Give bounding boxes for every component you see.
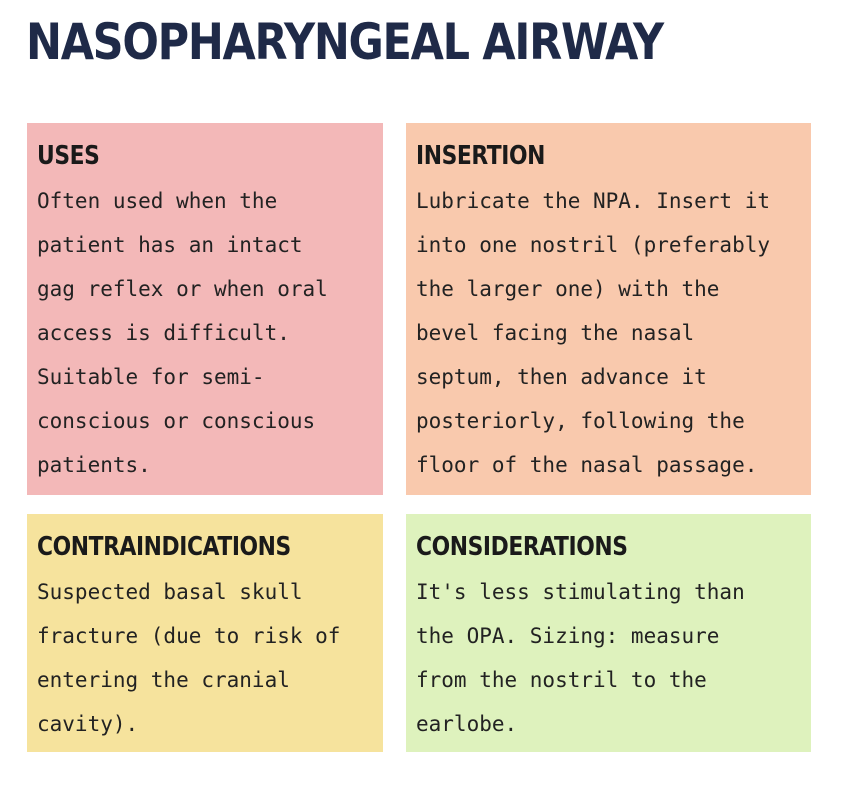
uses-card bbox=[27, 123, 383, 495]
considerations-heading: CONSIDERATIONS bbox=[416, 532, 628, 562]
uses-heading: USES bbox=[37, 141, 100, 171]
insertion-text: Lubricate the NPA. Insert it into one nostril (preferably the larger one) with the bevel facing the nasal septum, then advance it posteriorly, following the floor of the nasal passage. bbox=[416, 189, 771, 477]
contraindications-text: Suspected basal skull fracture (due to risk of entering the cranial cavity). bbox=[37, 580, 341, 736]
contraindications-card bbox=[27, 514, 383, 752]
insertion-card bbox=[406, 123, 811, 495]
considerations-text: It's less stimulating than the OPA. Sizing: measure from the nostril to the earlobe. bbox=[416, 580, 745, 736]
contraindications-heading: CONTRAINDICATIONS bbox=[37, 532, 291, 562]
insertion-heading: INSERTION bbox=[416, 141, 545, 171]
uses-text: Often used when the patient has an intact gag reflex or when oral access is difficult. Suitable for semi- conscious or conscious patients. bbox=[37, 189, 328, 477]
considerations-card bbox=[406, 514, 811, 752]
page-title: NASOPHARYNGEAL AIRWAY bbox=[26, 13, 663, 71]
